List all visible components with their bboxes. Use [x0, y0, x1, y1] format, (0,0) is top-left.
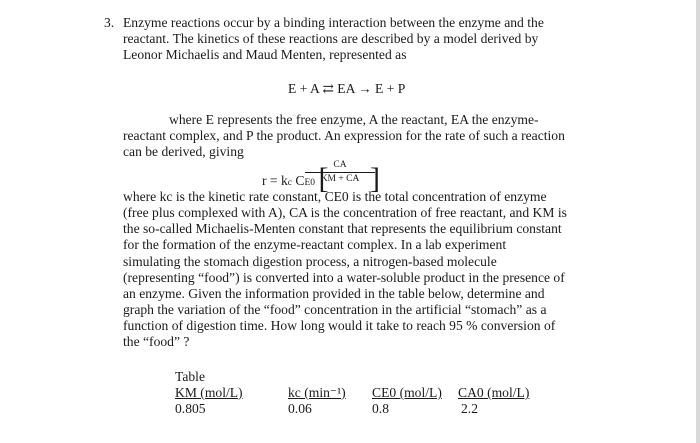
- rate-bracket-right: ]: [370, 162, 380, 195]
- rate-kc-subscript: c: [287, 178, 293, 188]
- body-line-8: graph the variation of the “food” concentration in the artificial “stomach” as a: [123, 302, 547, 317]
- body-line-2: (free plus complexed with A), CA is the concentration of free reactant, and KM is: [123, 205, 567, 220]
- body-line-3: the so-called Michaelis-Menten constant that represents the equilibrium constant: [123, 221, 562, 236]
- where-line-1: where E represents the free enzyme, A the reactant, EA the enzyme-: [169, 112, 539, 127]
- table-header-kc: kc (min⁻¹): [288, 385, 346, 400]
- rate-bracket-right-wrap: [370, 162, 380, 195]
- rate-fraction: [305, 160, 375, 185]
- table-header-ceo: CE0 (mol/L): [372, 385, 442, 400]
- intro-line-1: Enzyme reactions occur by a binding interaction between the enzyme and the: [123, 15, 544, 30]
- table-value-cao: 2.2: [461, 401, 478, 416]
- table-header-km: KM (mol/L): [175, 385, 243, 400]
- problem-number: 3.: [104, 15, 115, 30]
- body-line-1: where kc is the kinetic rate constant, CE0 is the total concentration of enzyme: [123, 189, 547, 204]
- body-line-9: function of digestion time. How long would it take to reach 95 % conversion of: [123, 318, 556, 333]
- table-value-km: 0.805: [175, 401, 206, 416]
- body-line-10: the “food” ?: [123, 334, 190, 349]
- rate-c-letter: C: [295, 173, 305, 188]
- table-value-ceo: 0.8: [372, 401, 389, 416]
- rate-lhs: r = k: [262, 173, 288, 188]
- body-line-4: for the formation of the enzyme-reactant complex. In a lab experiment: [123, 237, 507, 252]
- page-edge-shadow: [696, 0, 700, 443]
- intro-line-2: reactant. The kinetics of these reactions are described by a model derived by: [123, 31, 539, 46]
- where-line-2: reactant complex, and P the product. An expression for the rate of such a reaction: [123, 128, 565, 143]
- rate-numerator: CA: [305, 160, 375, 173]
- body-line-6: (representing “food”) is converted into a water-soluble product in the presence of: [123, 270, 565, 285]
- table-title: Table: [175, 369, 205, 384]
- rate-bracket-left: [: [318, 162, 329, 195]
- table-header-cao: CA0 (mol/L): [458, 385, 530, 400]
- where-line-3: can be derived, giving: [123, 144, 244, 159]
- body-line-5: simulating the stomach digestion process, a nitrogen-based molecule: [123, 254, 497, 269]
- body-line-7: an enzyme. Given the information provided in the table below, determine and: [123, 286, 545, 301]
- intro-line-3: Leonor Michaelis and Maud Menten, represented as: [123, 47, 407, 62]
- reaction-equation: E + A ⇄ EA → E + P: [288, 81, 406, 96]
- rate-denominator: KM + CA: [320, 174, 360, 184]
- table-value-kc: 0.06: [288, 401, 312, 416]
- rate-ceo-subscript: E0: [304, 178, 316, 188]
